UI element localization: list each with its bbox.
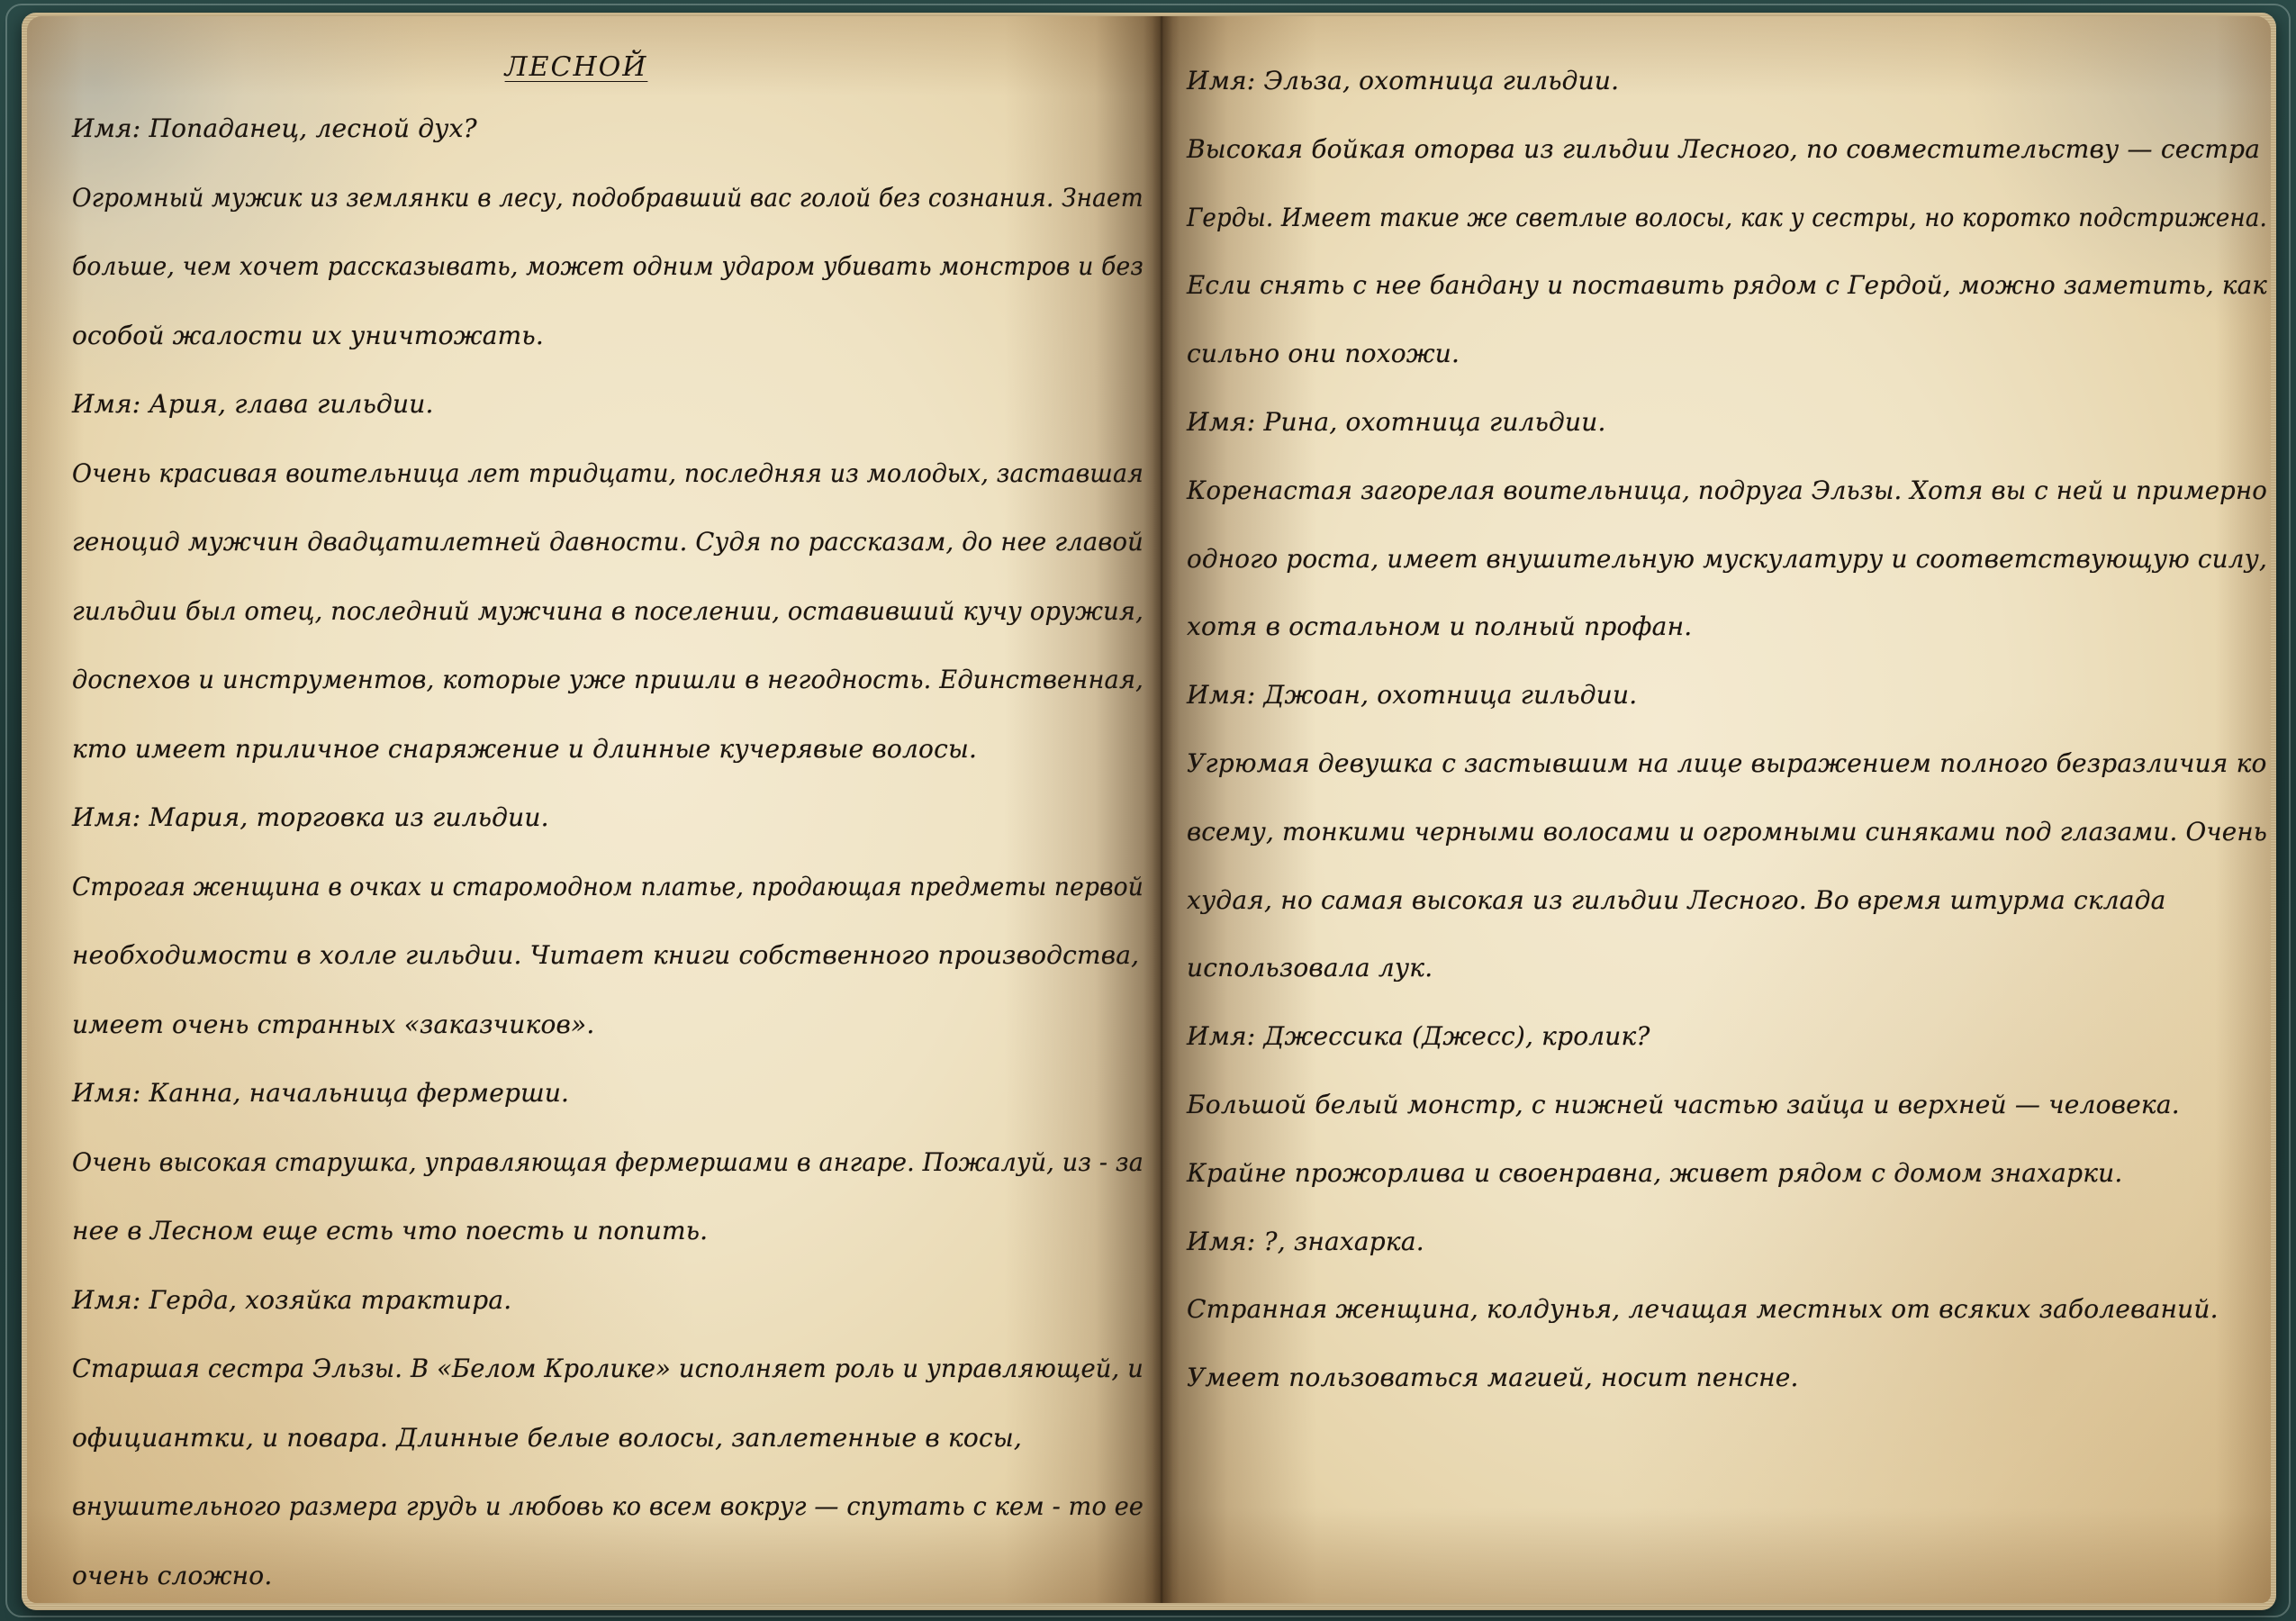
entry-name: Имя: Мария, торговка из гильдии.	[72, 802, 549, 832]
entry-description-row	[72, 302, 1143, 371]
entry-description-row	[72, 1197, 1143, 1266]
entry-name: Имя: Джессика (Джесс), кролик?	[1187, 1021, 1650, 1052]
entry-description-line: Странная женщина, колдунья, лечащая местных от всяких заболеваний.	[1187, 1294, 2219, 1325]
entry-description-line: Если снять с нее бандану и поставить рядом с Гердой, можно заметить, как	[1187, 270, 2268, 301]
character-entry-name	[1187, 1002, 2267, 1071]
character-entry-name	[1187, 1208, 2267, 1276]
entry-name: Имя: Ария, глава гильдии.	[72, 389, 434, 419]
page-title: ЛЕСНОЙ	[504, 51, 648, 83]
entry-description-line: Большой белый монстр, с нижней частью зайца и верхней — человека.	[1187, 1089, 2180, 1119]
entry-description-row	[72, 1128, 1143, 1198]
entry-description-row	[1187, 320, 2267, 388]
character-entry-name	[72, 783, 1143, 853]
entry-name: Имя: Канна, начальница фермерши.	[72, 1078, 570, 1108]
entry-description-row	[1187, 1071, 2267, 1139]
entry-description-line: всему, тонкими черными волосами и огромными синяками под глазами. Очень	[1187, 816, 2268, 847]
character-entry-name	[72, 1059, 1143, 1128]
entry-description-row	[72, 991, 1143, 1060]
entry-description-line: больше, чем хочет рассказывать, может одним ударом убивать монстров и без	[72, 251, 1143, 281]
entry-description-line: Огромный мужик из землянки в лесу, подобравший вас голой без сознания. Знает	[72, 182, 1143, 213]
entry-description-line: особой жалости их уничтожать.	[72, 320, 544, 350]
entry-description-line: сильно они похожи.	[1187, 339, 1460, 369]
entry-name: Имя: Эльза, охотница гильдии.	[1187, 66, 1620, 95]
entry-description-row	[72, 439, 1143, 509]
entry-description-line: худая, но самая высокая из гильдии Лесного. Во время штурма склада	[1187, 884, 2166, 915]
entry-description-row	[72, 853, 1143, 922]
entry-description-line: Старшая сестра Эльзы. В «Белом Кролике» исполняет роль и управляющей, и	[72, 1354, 1144, 1383]
entry-description-row	[1187, 1139, 2267, 1208]
entry-description-line: Очень высокая старушка, управляющая фермершами в ангаре. Пожалуй, из - за	[72, 1146, 1143, 1177]
entry-description-line: необходимости в холле гильдии. Читает книги собственного производства,	[72, 940, 1140, 970]
entry-description-row	[72, 164, 1143, 233]
entry-description-row	[72, 1335, 1143, 1404]
entry-description-line: доспехов и инструментов, которые уже пришли в негодность. Единственная,	[72, 665, 1144, 694]
entry-description-row	[72, 715, 1143, 784]
entry-description-row	[1187, 457, 2267, 525]
character-entry-name	[1187, 388, 2267, 457]
entry-description-line: Умеет пользоваться магией, носит пенсне.	[1187, 1363, 1799, 1393]
entry-description-row	[72, 921, 1143, 991]
entry-description-row	[72, 646, 1143, 715]
entry-description-line: официантки, и повара. Длинные белые волосы, заплетенные в косы,	[72, 1422, 1022, 1453]
entry-description-row	[1187, 1344, 2267, 1412]
entry-description-row	[1187, 866, 2267, 935]
entry-description-line: Герды. Имеет такие же светлые волосы, как у сестры, но коротко подстрижена.	[1187, 202, 2268, 232]
entry-description-line: Очень красивая воительница лет тридцати, последняя из молодых, заставшая	[72, 457, 1144, 488]
entry-description-row	[72, 508, 1143, 577]
entry-description-row	[1187, 525, 2267, 593]
entry-description-row	[1187, 115, 2267, 184]
character-entry-name	[72, 95, 1143, 164]
entry-description-line: Коренастая загорелая воительница, подруга Эльзы. Хотя вы с ней и примерно	[1187, 475, 2267, 505]
entry-description-row	[1187, 593, 2267, 661]
entry-description-row	[72, 577, 1143, 647]
entry-description-row	[1187, 1275, 2267, 1344]
entry-description-line: геноцид мужчин двадцатилетней давности. Судя по рассказам, до нее главой	[72, 527, 1144, 557]
entry-description-row	[1187, 251, 2267, 320]
right-page-text	[1187, 47, 2267, 1412]
entry-description-row	[1187, 798, 2267, 866]
entry-description-line: очень сложно.	[72, 1560, 273, 1590]
entry-description-line: Строгая женщина в очках и старомодном платье, продающая предметы первой	[72, 871, 1143, 901]
entry-description-line: Крайне прожорлива и своенравна, живет рядом с домом знахарки.	[1187, 1157, 2123, 1188]
character-entry-name	[72, 1266, 1143, 1336]
entry-description-line: кто имеет приличное снаряжение и длинные кучерявые волосы.	[72, 733, 978, 764]
entry-name: Имя: ?, знахарка.	[1187, 1226, 1424, 1256]
entry-name: Имя: Рина, охотница гильдии.	[1187, 406, 1606, 437]
entry-description-row	[1187, 184, 2267, 252]
entry-description-row	[72, 232, 1143, 302]
entry-description-line: Высокая бойкая оторва из гильдии Лесного, по совместительству — сестра	[1187, 133, 2261, 164]
character-entry-name	[1187, 47, 2267, 115]
entry-description-row	[1187, 729, 2267, 798]
entry-description-line: хотя в остальном и полный профан.	[1187, 611, 1693, 642]
character-entry-name	[72, 370, 1143, 439]
entry-name: Имя: Джоан, охотница гильдии.	[1187, 680, 1638, 711]
entry-description-line: нее в Лесном еще есть что поесть и попить.	[72, 1216, 709, 1245]
entry-description-row	[72, 1404, 1143, 1473]
left-page	[27, 16, 1163, 1603]
entry-description-line: имеет очень странных «заказчиков».	[72, 1009, 595, 1039]
entry-description-row	[72, 1542, 1143, 1604]
left-page-text	[72, 95, 1143, 1603]
character-entry-name	[1187, 661, 2267, 729]
entry-name: Имя: Попаданец, лесной дух?	[72, 113, 477, 143]
entry-description-line: одного роста, имеет внушительную мускулатуру и соответствующую силу,	[1187, 543, 2268, 574]
entry-description-line: гильдии был отец, последний мужчина в поселении, оставивший кучу оружия,	[72, 595, 1143, 626]
entry-description-line: внушительного размера грудь и любовь ко всем вокруг — спутать с кем - то ее	[72, 1491, 1144, 1521]
entry-name: Имя: Герда, хозяйка трактира.	[72, 1284, 512, 1315]
entry-description-row	[72, 1472, 1143, 1542]
entry-description-row	[1187, 934, 2267, 1002]
entry-description-line: Угрюмая девушка с застывшим на лице выражением полного безразличия ко	[1187, 747, 2267, 778]
entry-description-line: использовала лук.	[1187, 953, 1433, 983]
right-page	[1162, 16, 2271, 1603]
